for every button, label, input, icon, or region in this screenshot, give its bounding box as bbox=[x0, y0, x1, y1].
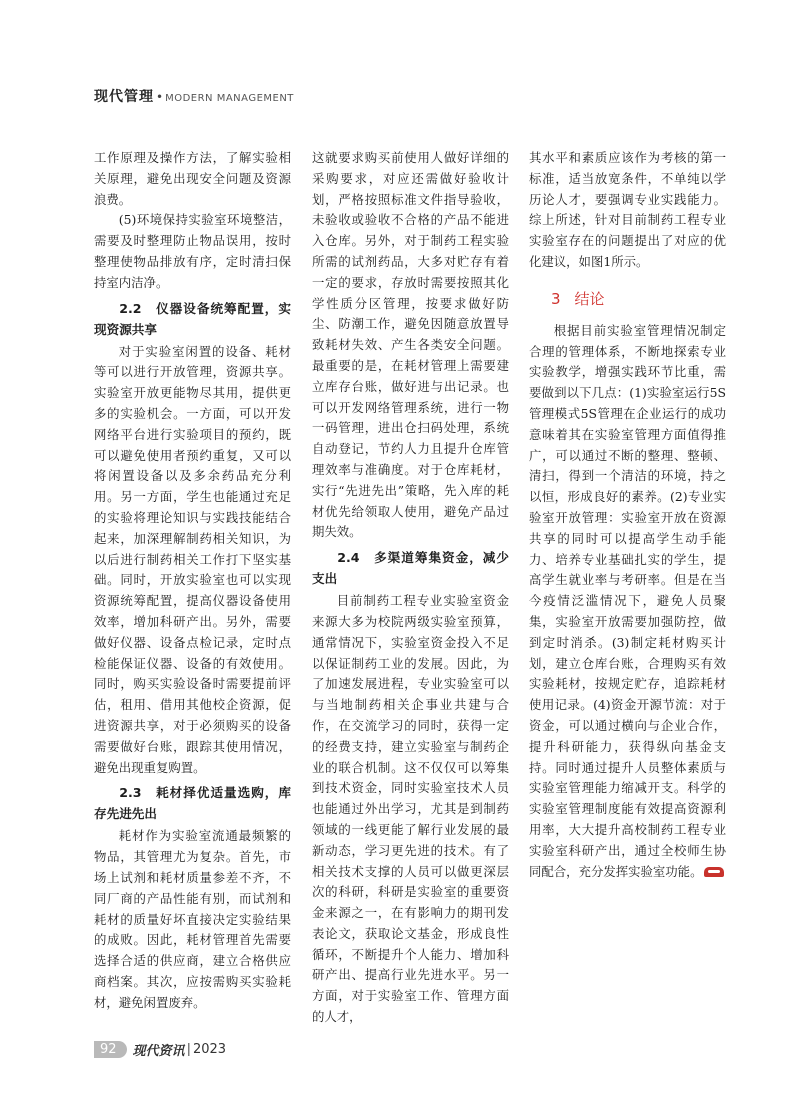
section-heading-conclusion bbox=[529, 289, 726, 309]
end-mark-icon bbox=[704, 867, 724, 877]
text-column-middle bbox=[312, 148, 509, 1028]
text-column-left bbox=[94, 148, 291, 1013]
subsection-heading-2-3: 2.3 耗材择优适量选购，库存先进先出 bbox=[94, 785, 291, 822]
paragraph: 目前制药工程专业实验室资金来源大多为校院两级实验室预算，通常情况下，实验室资金投入不足以保证制药工业的发展。因此，为了加速发展进程，专业实验室可以与当地制药相关企事业共建与合作，在交流学习的同时，获得一定的经费支持，建立实验室与制药企业的联合机制。这不仅仅可以筹集到技术资金，同时实验室技术人员也能通过外出学习，尤其是到制药领域的一线更能了解行业发展的最新动态，学习更先进的技术。有了相关技术支撑的人员可以做更深层次的科研，科研是实验室的重要资金来源之一，在有影响力的期刊发表论文，获取论文基金，形成良性循环，不断提升个人能力、增加科研产出、提高行业先进水平。另一方面，对于实验室工作、管理方面的人才， bbox=[312, 593, 509, 1025]
paragraph: 对于实验室闲置的设备、耗材等可以进行开放管理，资源共享。实验室开放更能物尽其用，提供更多的实验机会。一方面，可以开发网络平台进行实验项目的预约，既可以避免使用者预约重复，又可以将闲置设备以及多余药品充分利用。另一方面，学生也能通过充足的实验将理论知识与实践技能结合起来，加深理解制药相关知识，为以后进行制药相关工作打下坚实基础。同时，开放实验室也可以实现资源统筹配置，提高仪器设备使用效率，增加科研产出。另外，需要做好仪器、设备点检记录，定时点检能保证仪器、设备的有效使用。同时，购买实验设备时需要提前评估，租用、借用其他校企资源，促进资源共享，对于必须购买的设备需要做好台账，跟踪其使用情况，避免出现重复购置。 bbox=[94, 343, 291, 775]
paragraph: 这就要求购买前使用人做好详细的采购要求，对应还需做好验收计划，严格按照标准文件指导验收，未验收或验收不合格的产品不能进入仓库。另外，对于制药工程实验所需的试剂药品，大多对贮存有着一定的要求，存放时需要按照其化学性质分区管理，按要求做好防尘、防潮工作，避免因随意放置导致耗材失效、产生各类安全问题。最重要的是，在耗材管理上需要建立库存台账，做好进与出记录。也可以开发网络管理系统，进行一物一码管理，进出仓扫码处理，系统自动登记，节约人力且提升仓库管理效率与准确度。对于仓库耗材，实行“先进先出”策略，先入库的耗材优先给领取人使用，避免产品过期失效。 bbox=[312, 150, 509, 540]
paragraph: (5)环境保持实验室环境整洁，需要及时整理防止物品误用，按时整理使物品排放有序，定时清扫保持室内洁净。 bbox=[94, 212, 291, 290]
header-separator: • bbox=[156, 90, 164, 104]
footer-year: 2023 bbox=[192, 1042, 227, 1057]
page-number: 92 bbox=[94, 1041, 127, 1058]
running-header bbox=[94, 86, 294, 106]
paragraph: 耗材作为实验室流通最频繁的物品，其管理尤为复杂。首先，市场上试剂和耗材质量参差不齐，不同厂商的产品性能有别，而试剂和耗材的质量好坏直接决定实验结果的成败。因此，耗材管理首先需要选择合适的供应商，建立合格供应商档案。其次，应按需购买实验耗材，避免闲置废弃。 bbox=[94, 828, 291, 1010]
subsection-heading-2-2: 2.2 仪器设备统筹配置，实现资源共享 bbox=[94, 300, 291, 337]
section-number: 3 bbox=[551, 289, 561, 308]
journal-title-zh: 现代管理 bbox=[94, 89, 154, 105]
paragraph: 工作原理及操作方法，了解实验相关原理，避免出现安全问题及资源浪费。 bbox=[94, 150, 291, 207]
subsection-heading-2-4: 2.4 多渠道筹集资金，减少支出 bbox=[312, 550, 509, 587]
footer-separator: | bbox=[186, 1042, 191, 1057]
conclusion-text: 根据目前实验室管理情况制定合理的管理体系，不断地探索专业实验教学，增强实践环节比重，需要做到以下几点：(1)实验室运行5S管理模式5S管理在企业运行的成功意味着其在实验室管理方面值得推广，可以通过不断的整理、整顿、清扫，得到一个清洁的环境，持之以恒，形成良好的素养。(2)专业实验室开放管理：实验室开放在资源共享的同时可以提高学生动手能力、培养专业基础扎实的学生，提高学生就业率与考研率。但是在当今疫情泛滥情况下，避免人员聚集，实验室开放需要加强防控，做到定时消杀。(3)制定耗材购买计划，建立仓库台账，合理购买有效实验耗材，按规定贮存，追踪耗材使用记录。(4)资金开源节流：对于资金，可以通过横向与企业合作，提升科研能力，获得纵向基金支持。同时通过提升人员整体素质与实验室管理能力缩减开支。科学的实验室管理制度能有效提高资源利用率，大大提升高校制药工程专业实验室科研产出，通过全校师生协同配合，充分发挥实验室功能。 bbox=[529, 322, 726, 879]
page-footer bbox=[94, 1040, 226, 1059]
journal-title-en: MODERN MANAGEMENT bbox=[165, 93, 294, 104]
paragraph bbox=[529, 321, 726, 883]
paragraph: 其水平和素质应该作为考核的第一标准，适当放宽条件，不单纯以学历论人才，要强调专业实践能力。综上所述，针对目前制药工程专业实验室存在的问题提出了对应的优化建议，如图1所示。 bbox=[529, 150, 726, 269]
footer-journal-name: 现代资讯 bbox=[132, 1044, 185, 1059]
section-title: 结论 bbox=[574, 289, 605, 308]
text-column-right bbox=[529, 148, 726, 882]
